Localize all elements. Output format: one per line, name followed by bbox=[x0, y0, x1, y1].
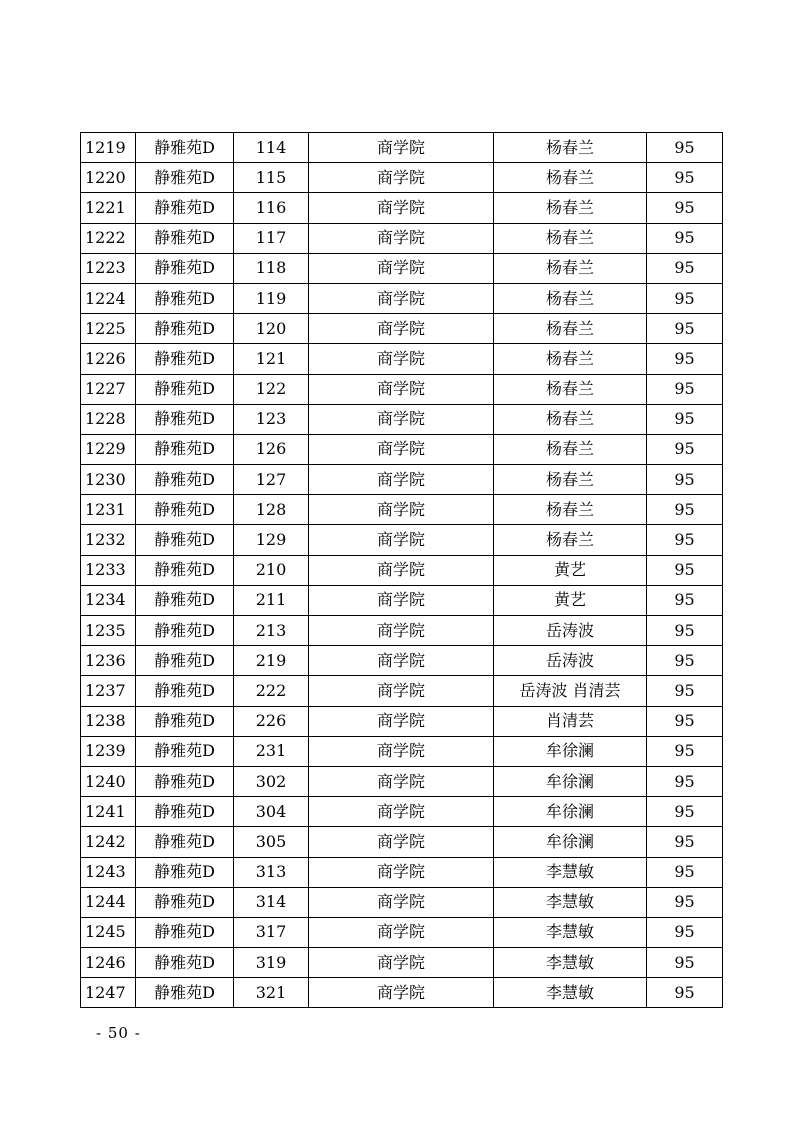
score-cell: 95 bbox=[647, 585, 723, 615]
table-row bbox=[81, 616, 723, 646]
college-cell: 商学院 bbox=[309, 646, 494, 676]
building-cell: 静雅苑D bbox=[136, 434, 234, 464]
building-cell: 静雅苑D bbox=[136, 314, 234, 344]
table-row bbox=[81, 555, 723, 585]
teacher-cell: 杨春兰 bbox=[494, 404, 647, 434]
teacher-cell: 李慧敏 bbox=[494, 978, 647, 1008]
college-cell: 商学院 bbox=[309, 253, 494, 283]
row-number-cell: 1237 bbox=[81, 676, 136, 706]
college-cell: 商学院 bbox=[309, 193, 494, 223]
table-row bbox=[81, 676, 723, 706]
score-cell: 95 bbox=[647, 193, 723, 223]
table-row bbox=[81, 223, 723, 253]
college-cell: 商学院 bbox=[309, 736, 494, 766]
teacher-cell: 杨春兰 bbox=[494, 133, 647, 163]
score-cell: 95 bbox=[647, 374, 723, 404]
teacher-cell: 杨春兰 bbox=[494, 314, 647, 344]
score-cell: 95 bbox=[647, 616, 723, 646]
college-cell: 商学院 bbox=[309, 978, 494, 1008]
teacher-cell: 李慧敏 bbox=[494, 857, 647, 887]
row-number-cell: 1236 bbox=[81, 646, 136, 676]
score-cell: 95 bbox=[647, 887, 723, 917]
building-cell: 静雅苑D bbox=[136, 555, 234, 585]
table-row bbox=[81, 283, 723, 313]
building-cell: 静雅苑D bbox=[136, 344, 234, 374]
table-row bbox=[81, 978, 723, 1008]
row-number-cell: 1233 bbox=[81, 555, 136, 585]
score-cell: 95 bbox=[647, 978, 723, 1008]
row-number-cell: 1239 bbox=[81, 736, 136, 766]
score-cell: 95 bbox=[647, 676, 723, 706]
teacher-cell: 杨春兰 bbox=[494, 525, 647, 555]
room-cell: 321 bbox=[234, 978, 309, 1008]
table-row bbox=[81, 766, 723, 796]
college-cell: 商学院 bbox=[309, 706, 494, 736]
room-cell: 222 bbox=[234, 676, 309, 706]
row-number-cell: 1225 bbox=[81, 314, 136, 344]
building-cell: 静雅苑D bbox=[136, 736, 234, 766]
building-cell: 静雅苑D bbox=[136, 948, 234, 978]
college-cell: 商学院 bbox=[309, 163, 494, 193]
teacher-cell: 李慧敏 bbox=[494, 917, 647, 947]
building-cell: 静雅苑D bbox=[136, 646, 234, 676]
building-cell: 静雅苑D bbox=[136, 253, 234, 283]
row-number-cell: 1219 bbox=[81, 133, 136, 163]
teacher-cell: 杨春兰 bbox=[494, 193, 647, 223]
building-cell: 静雅苑D bbox=[136, 525, 234, 555]
teacher-cell: 牟徐澜 bbox=[494, 827, 647, 857]
building-cell: 静雅苑D bbox=[136, 223, 234, 253]
teacher-cell: 牟徐澜 bbox=[494, 736, 647, 766]
college-cell: 商学院 bbox=[309, 555, 494, 585]
room-cell: 213 bbox=[234, 616, 309, 646]
college-cell: 商学院 bbox=[309, 766, 494, 796]
score-cell: 95 bbox=[647, 465, 723, 495]
score-cell: 95 bbox=[647, 857, 723, 887]
room-cell: 119 bbox=[234, 283, 309, 313]
score-cell: 95 bbox=[647, 163, 723, 193]
building-cell: 静雅苑D bbox=[136, 797, 234, 827]
row-number-cell: 1223 bbox=[81, 253, 136, 283]
room-cell: 305 bbox=[234, 827, 309, 857]
room-cell: 302 bbox=[234, 766, 309, 796]
building-cell: 静雅苑D bbox=[136, 585, 234, 615]
college-cell: 商学院 bbox=[309, 857, 494, 887]
room-cell: 117 bbox=[234, 223, 309, 253]
row-number-cell: 1240 bbox=[81, 766, 136, 796]
score-cell: 95 bbox=[647, 948, 723, 978]
table-row bbox=[81, 495, 723, 525]
row-number-cell: 1232 bbox=[81, 525, 136, 555]
score-cell: 95 bbox=[647, 344, 723, 374]
teacher-cell: 牟徐澜 bbox=[494, 797, 647, 827]
building-cell: 静雅苑D bbox=[136, 133, 234, 163]
table-row bbox=[81, 827, 723, 857]
table-row bbox=[81, 465, 723, 495]
college-cell: 商学院 bbox=[309, 223, 494, 253]
dormitory-score-table bbox=[80, 132, 723, 1008]
score-cell: 95 bbox=[647, 253, 723, 283]
college-cell: 商学院 bbox=[309, 827, 494, 857]
college-cell: 商学院 bbox=[309, 495, 494, 525]
row-number-cell: 1243 bbox=[81, 857, 136, 887]
row-number-cell: 1247 bbox=[81, 978, 136, 1008]
building-cell: 静雅苑D bbox=[136, 706, 234, 736]
row-number-cell: 1238 bbox=[81, 706, 136, 736]
teacher-cell: 李慧敏 bbox=[494, 887, 647, 917]
table-row bbox=[81, 646, 723, 676]
row-number-cell: 1235 bbox=[81, 616, 136, 646]
building-cell: 静雅苑D bbox=[136, 374, 234, 404]
teacher-cell: 黄艺 bbox=[494, 585, 647, 615]
table-row bbox=[81, 404, 723, 434]
room-cell: 211 bbox=[234, 585, 309, 615]
building-cell: 静雅苑D bbox=[136, 193, 234, 223]
score-cell: 95 bbox=[647, 736, 723, 766]
college-cell: 商学院 bbox=[309, 344, 494, 374]
row-number-cell: 1228 bbox=[81, 404, 136, 434]
table-row bbox=[81, 253, 723, 283]
score-cell: 95 bbox=[647, 434, 723, 464]
room-cell: 120 bbox=[234, 314, 309, 344]
room-cell: 317 bbox=[234, 917, 309, 947]
score-cell: 95 bbox=[647, 827, 723, 857]
room-cell: 129 bbox=[234, 525, 309, 555]
college-cell: 商学院 bbox=[309, 314, 494, 344]
row-number-cell: 1246 bbox=[81, 948, 136, 978]
building-cell: 静雅苑D bbox=[136, 917, 234, 947]
row-number-cell: 1230 bbox=[81, 465, 136, 495]
room-cell: 122 bbox=[234, 374, 309, 404]
room-cell: 121 bbox=[234, 344, 309, 374]
score-cell: 95 bbox=[647, 797, 723, 827]
table-row bbox=[81, 133, 723, 163]
table-row bbox=[81, 917, 723, 947]
score-cell: 95 bbox=[647, 766, 723, 796]
college-cell: 商学院 bbox=[309, 616, 494, 646]
teacher-cell: 杨春兰 bbox=[494, 374, 647, 404]
row-number-cell: 1245 bbox=[81, 917, 136, 947]
building-cell: 静雅苑D bbox=[136, 283, 234, 313]
college-cell: 商学院 bbox=[309, 887, 494, 917]
score-cell: 95 bbox=[647, 404, 723, 434]
room-cell: 313 bbox=[234, 857, 309, 887]
teacher-cell: 牟徐澜 bbox=[494, 766, 647, 796]
row-number-cell: 1227 bbox=[81, 374, 136, 404]
row-number-cell: 1226 bbox=[81, 344, 136, 374]
score-cell: 95 bbox=[647, 223, 723, 253]
table-row bbox=[81, 887, 723, 917]
table-row bbox=[81, 193, 723, 223]
college-cell: 商学院 bbox=[309, 133, 494, 163]
row-number-cell: 1244 bbox=[81, 887, 136, 917]
table-row bbox=[81, 344, 723, 374]
room-cell: 210 bbox=[234, 555, 309, 585]
teacher-cell: 杨春兰 bbox=[494, 465, 647, 495]
score-cell: 95 bbox=[647, 706, 723, 736]
table-row bbox=[81, 374, 723, 404]
row-number-cell: 1242 bbox=[81, 827, 136, 857]
row-number-cell: 1229 bbox=[81, 434, 136, 464]
room-cell: 219 bbox=[234, 646, 309, 676]
room-cell: 128 bbox=[234, 495, 309, 525]
room-cell: 231 bbox=[234, 736, 309, 766]
teacher-cell: 杨春兰 bbox=[494, 223, 647, 253]
building-cell: 静雅苑D bbox=[136, 857, 234, 887]
college-cell: 商学院 bbox=[309, 525, 494, 555]
college-cell: 商学院 bbox=[309, 676, 494, 706]
table-row bbox=[81, 434, 723, 464]
table-row bbox=[81, 163, 723, 193]
building-cell: 静雅苑D bbox=[136, 404, 234, 434]
score-cell: 95 bbox=[647, 646, 723, 676]
score-cell: 95 bbox=[647, 555, 723, 585]
teacher-cell: 杨春兰 bbox=[494, 434, 647, 464]
college-cell: 商学院 bbox=[309, 917, 494, 947]
room-cell: 314 bbox=[234, 887, 309, 917]
college-cell: 商学院 bbox=[309, 948, 494, 978]
score-cell: 95 bbox=[647, 133, 723, 163]
row-number-cell: 1220 bbox=[81, 163, 136, 193]
table-row bbox=[81, 797, 723, 827]
table-row bbox=[81, 948, 723, 978]
building-cell: 静雅苑D bbox=[136, 676, 234, 706]
table-row bbox=[81, 736, 723, 766]
college-cell: 商学院 bbox=[309, 465, 494, 495]
table-body bbox=[81, 133, 723, 1008]
building-cell: 静雅苑D bbox=[136, 887, 234, 917]
room-cell: 118 bbox=[234, 253, 309, 283]
room-cell: 304 bbox=[234, 797, 309, 827]
building-cell: 静雅苑D bbox=[136, 978, 234, 1008]
teacher-cell: 杨春兰 bbox=[494, 344, 647, 374]
college-cell: 商学院 bbox=[309, 434, 494, 464]
row-number-cell: 1222 bbox=[81, 223, 136, 253]
teacher-cell: 杨春兰 bbox=[494, 253, 647, 283]
building-cell: 静雅苑D bbox=[136, 827, 234, 857]
score-cell: 95 bbox=[647, 314, 723, 344]
table-row bbox=[81, 706, 723, 736]
table-row bbox=[81, 857, 723, 887]
table-row bbox=[81, 525, 723, 555]
college-cell: 商学院 bbox=[309, 797, 494, 827]
building-cell: 静雅苑D bbox=[136, 163, 234, 193]
teacher-cell: 李慧敏 bbox=[494, 948, 647, 978]
score-cell: 95 bbox=[647, 917, 723, 947]
building-cell: 静雅苑D bbox=[136, 495, 234, 525]
room-cell: 115 bbox=[234, 163, 309, 193]
teacher-cell: 杨春兰 bbox=[494, 283, 647, 313]
room-cell: 226 bbox=[234, 706, 309, 736]
score-cell: 95 bbox=[647, 495, 723, 525]
teacher-cell: 黄艺 bbox=[494, 555, 647, 585]
teacher-cell: 岳涛波 bbox=[494, 646, 647, 676]
room-cell: 127 bbox=[234, 465, 309, 495]
score-cell: 95 bbox=[647, 525, 723, 555]
room-cell: 123 bbox=[234, 404, 309, 434]
table-row bbox=[81, 314, 723, 344]
row-number-cell: 1241 bbox=[81, 797, 136, 827]
building-cell: 静雅苑D bbox=[136, 616, 234, 646]
teacher-cell: 肖清芸 bbox=[494, 706, 647, 736]
teacher-cell: 杨春兰 bbox=[494, 163, 647, 193]
room-cell: 126 bbox=[234, 434, 309, 464]
teacher-cell: 杨春兰 bbox=[494, 495, 647, 525]
row-number-cell: 1224 bbox=[81, 283, 136, 313]
room-cell: 114 bbox=[234, 133, 309, 163]
page-number: - 50 - bbox=[96, 1024, 141, 1042]
building-cell: 静雅苑D bbox=[136, 465, 234, 495]
college-cell: 商学院 bbox=[309, 283, 494, 313]
row-number-cell: 1234 bbox=[81, 585, 136, 615]
row-number-cell: 1231 bbox=[81, 495, 136, 525]
table-row bbox=[81, 585, 723, 615]
room-cell: 116 bbox=[234, 193, 309, 223]
teacher-cell: 岳涛波 bbox=[494, 616, 647, 646]
teacher-cell: 岳涛波 肖清芸 bbox=[494, 676, 647, 706]
college-cell: 商学院 bbox=[309, 585, 494, 615]
building-cell: 静雅苑D bbox=[136, 766, 234, 796]
college-cell: 商学院 bbox=[309, 374, 494, 404]
room-cell: 319 bbox=[234, 948, 309, 978]
college-cell: 商学院 bbox=[309, 404, 494, 434]
score-cell: 95 bbox=[647, 283, 723, 313]
row-number-cell: 1221 bbox=[81, 193, 136, 223]
